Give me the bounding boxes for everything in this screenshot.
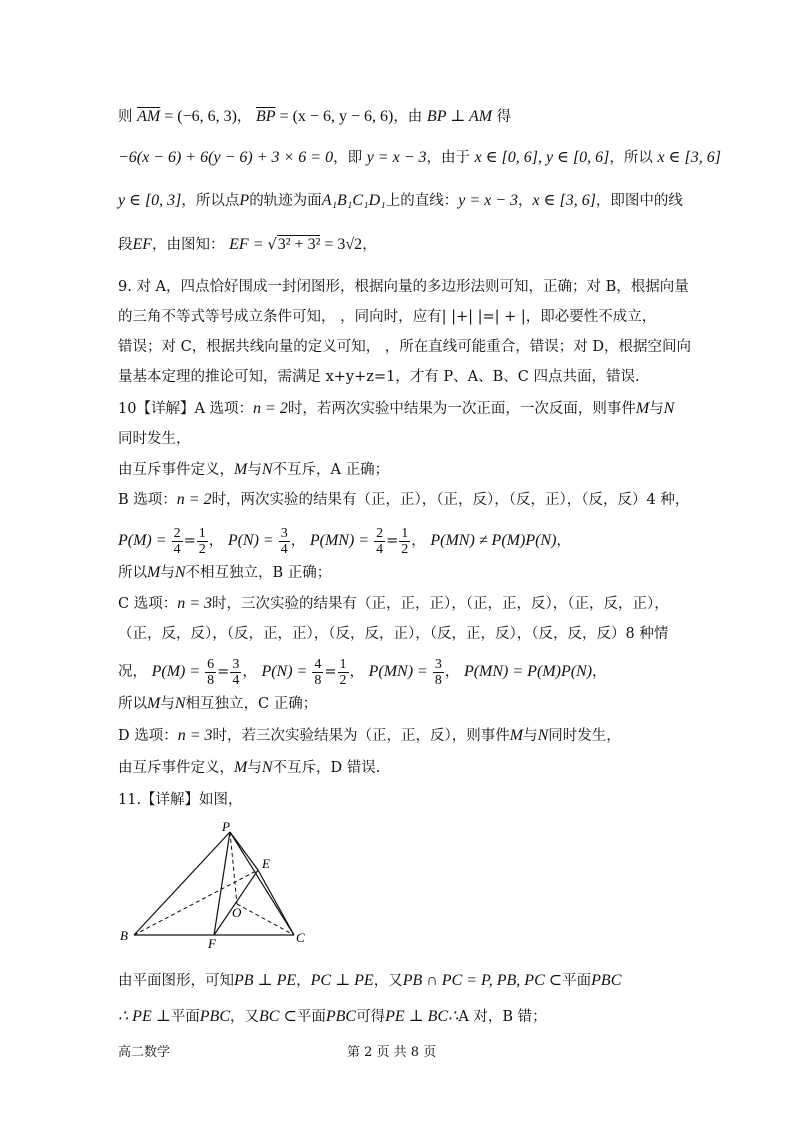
- footer-page-number: 第 2 页 共 8 页: [347, 1045, 437, 1060]
- line-ef: 段EF，由图知： EF = √3² + 3² = 3√2，: [118, 236, 377, 253]
- q9-line-2: 的三角不等式等号成立条件可知， ，同向时，应有| |+| |=| + |，即必要性不成立，: [118, 309, 657, 325]
- pyramid-figure: [112, 818, 322, 950]
- q10-line-4: B 选项：n = 2时，两次实验的结果有（正，正），（正，反），（反，正），（反，反）4 种，: [118, 491, 690, 508]
- q10-line-6: 所以M与N不相互独立，B 正确；: [118, 564, 332, 581]
- vector-bp: $\overline{BP}$: [256, 108, 276, 125]
- line-vectors: 则 $\overline{AM} = (-6$, 6, 3)， $\overline{BP} = (x - 6$, y − 6, 6)，由 BP ⊥ AM 得: [118, 108, 512, 125]
- edge-pb: [134, 832, 230, 935]
- q11-line-1: 11.【详解】如图，: [118, 792, 243, 808]
- q10-line-1: 10【详解】A 选项：n = 2时，若两次实验中结果为一次正面，一次反面，则事件M与N: [118, 400, 675, 417]
- q11-line-3: ∴ PE ⊥平面PBC，又BC ⊂平面PBC可得PE ⊥ BC∴A 对，B 错；: [118, 1008, 547, 1025]
- label-o: O: [232, 905, 242, 920]
- label-b: B: [120, 928, 128, 943]
- q10-line-10: 所以M与N相互独立，C 正确；: [118, 695, 318, 712]
- edge-fe: [214, 870, 258, 935]
- q10-line-3: 由互斥事件定义，M与N不互斥，A 正确；: [118, 461, 390, 478]
- q10-line-2: 同时发生，: [118, 431, 191, 447]
- q10-line-5: P(M) = $\frac{2}{4}$ = $\frac{1}{2}$ ， P(N) = $\frac{3}{4}$ ， P(MN) = $\frac{2}{4}$ = $\frac{1}{2}$ ， P(MN) ≠ P(M)P(N)，: [118, 525, 571, 557]
- q10-line-8: （正，反，反），（反，正，正），（反，反，正），（反，正，反），（反，反，反）8 种情: [118, 626, 669, 642]
- line-trajectory: y ∈ [0, 3]，所以点P的轨迹为面A₁B₁C₁D₁上的直线：y = x − 3，x ∈ [3, 6]，即图中的线: [118, 192, 683, 209]
- q10-line-7: C 选项：n = 3时，三次实验的结果有（正，正，正），（正，正，反），（正，反，正），: [118, 595, 669, 612]
- line-equation: −6(x − 6) + 6(y − 6) + 3 × 6 = 0，即 y = x − 3，由于 x ∈ [0, 6], y ∈ [0, 6]，所以 x ∈ [3, 6]: [118, 149, 721, 166]
- dashed-po: [230, 832, 237, 904]
- label-c: C: [296, 930, 305, 945]
- q9-line-3: 错误；对 C，根据共线向量的定义可知， ，所在直线可能重合，错误；对 D，根据空间向: [118, 339, 692, 355]
- label-f: F: [208, 936, 216, 950]
- vector-am: $\overline{AM}$: [137, 108, 161, 125]
- label-e: E: [262, 856, 270, 871]
- label-p: P: [222, 819, 230, 834]
- dashed-be: [134, 870, 258, 935]
- footer-subject: 高二数学: [118, 1045, 171, 1060]
- q10-line-9: 况， P(M) = $\frac{6}{8}$ = $\frac{3}{4}$ ， P(N) = $\frac{4}{8}$ = $\frac{1}{2}$ ， P(MN) = $\frac{3}{8}$ ， P(MN) = P(M)P(N)，: [118, 656, 607, 688]
- q10-line-12: 由互斥事件定义，M与N不互斥，D 错误.: [118, 759, 381, 776]
- q9-line-4: 量基本定理的推论可知，需满足 x+y+z=1，才有 P、A、B、C 四点共面，错误.: [118, 369, 640, 385]
- q10-line-11: D 选项：n = 3时，若三次实验结果为（正，正，反），则事件M与N同时发生，: [118, 727, 621, 744]
- q11-line-2: 由平面图形，可知PB ⊥ PE，PC ⊥ PE，又PB ∩ PC = P, PB, PC ⊂平面PBC: [118, 972, 622, 989]
- q9-line-1: 9. 对 A，四点恰好围成一封闭图形，根据向量的多边形法则可知，正确；对 B，根据向量: [118, 279, 689, 295]
